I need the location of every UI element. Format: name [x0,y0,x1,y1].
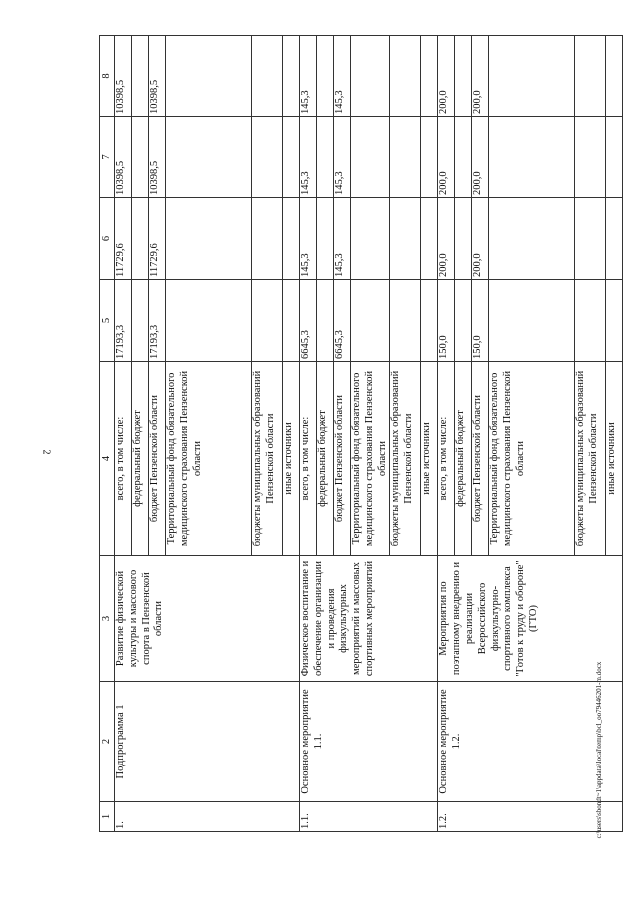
value-cell [351,280,390,362]
page-number: 2 [40,449,52,455]
value-cell [317,36,334,117]
value-cell: 10398,5 [149,117,166,198]
value-cell: 200,0 [472,36,489,117]
funding-source: бюджет Пензенской области [472,362,489,556]
value-cell: 17193,3 [149,280,166,362]
value-cell [166,198,252,280]
value-cell [283,117,300,198]
header-cell: 8 [100,36,115,117]
funding-source: иные источники [421,362,438,556]
funding-source: Территориальный фонд обязательного медицинского страхования Пензенской области [166,362,252,556]
value-cell [166,280,252,362]
value-cell [421,280,438,362]
value-cell [575,36,606,117]
value-cell [455,280,472,362]
value-cell [317,280,334,362]
value-cell: 150,0 [472,280,489,362]
value-cell: 145,3 [300,198,317,280]
value-cell [252,280,283,362]
value-cell [351,198,390,280]
header-cell: 5 [100,280,115,362]
value-cell: 200,0 [472,198,489,280]
value-cell [606,117,623,198]
value-cell: 150,0 [438,280,455,362]
value-cell: 11729,6 [149,198,166,280]
value-cell [317,198,334,280]
value-cell: 145,3 [300,36,317,117]
program-name: Подпрограмма 1 [115,682,300,802]
funding-source: иные источники [283,362,300,556]
value-cell: 6645,3 [334,280,351,362]
table-row [300,36,317,832]
value-cell [390,198,421,280]
funding-source: федеральный бюджет [455,362,472,556]
value-cell [489,36,575,117]
header-cell: 1 [100,802,115,832]
program-name: Основное мероприятие 1.2. [438,682,623,802]
value-cell [390,280,421,362]
value-cell [283,280,300,362]
value-cell: 6645,3 [300,280,317,362]
program-description: Развитие физической культуры и массового спорта в Пензенской области [115,556,300,682]
value-cell [283,198,300,280]
value-cell [455,198,472,280]
value-cell: 200,0 [438,117,455,198]
value-cell [606,280,623,362]
funding-source: бюджет Пензенской области [149,362,166,556]
value-cell: 200,0 [472,117,489,198]
value-cell: 145,3 [334,117,351,198]
value-cell [421,117,438,198]
value-cell [166,117,252,198]
value-cell [455,36,472,117]
row-number: 1.1. [300,802,438,832]
value-cell [317,117,334,198]
value-cell [132,117,149,198]
value-cell [575,198,606,280]
funding-source: бюджеты муниципальных образований Пензенской области [252,362,283,556]
budget-table [99,35,623,832]
funding-source: всего, в том числе: [438,362,455,556]
header-cell: 4 [100,362,115,556]
value-cell: 145,3 [334,198,351,280]
header-cell: 7 [100,117,115,198]
value-cell [166,36,252,117]
value-cell: 11729,6 [115,198,132,280]
value-cell [390,36,421,117]
value-cell [489,198,575,280]
value-cell [575,280,606,362]
file-path-footer: c:\users\sbondt~1\appdata\local\temp\bcl_oo79446201-m.docx [595,661,603,839]
value-cell [421,36,438,117]
value-cell [575,117,606,198]
value-cell: 10398,5 [115,36,132,117]
program-name: Основное мероприятие 1.1. [300,682,438,802]
value-cell [252,117,283,198]
value-cell: 145,3 [334,36,351,117]
value-cell [455,117,472,198]
value-cell: 17193,3 [115,280,132,362]
value-cell [421,198,438,280]
value-cell [132,198,149,280]
row-number: 1.2. [438,802,623,832]
value-cell: 200,0 [438,36,455,117]
funding-source: бюджеты муниципальных образований Пензенской области [575,362,606,556]
value-cell [252,36,283,117]
funding-source: федеральный бюджет [317,362,334,556]
value-cell: 200,0 [438,198,455,280]
value-cell [489,117,575,198]
header-cell: 2 [100,682,115,802]
table-row [438,36,455,832]
program-description: Физическое воспитание и обеспечение организации и проведения физкультурных мероприятий и массовых спортивных мероприятий [300,556,438,682]
value-cell [489,280,575,362]
value-cell [351,36,390,117]
program-description: Мероприятия по поэтапному внедрению и реализации Всероссийского физкультурно-спортивного комплекса "Готов к труду и обороне" (ГТО) [438,556,623,682]
funding-source: всего, в том числе: [115,362,132,556]
rotated-table-wrapper [99,36,618,832]
value-cell [132,280,149,362]
funding-source: Территориальный фонд обязательного медицинского страхования Пензенской области [489,362,575,556]
value-cell [132,36,149,117]
value-cell [606,198,623,280]
value-cell [283,36,300,117]
value-cell [606,36,623,117]
funding-source: федеральный бюджет [132,362,149,556]
value-cell: 10398,5 [115,117,132,198]
value-cell [390,117,421,198]
funding-source: Территориальный фонд обязательного медицинского страхования Пензенской области [351,362,390,556]
funding-source: иные источники [606,362,623,556]
value-cell: 145,3 [300,117,317,198]
value-cell: 10398,5 [149,36,166,117]
value-cell [351,117,390,198]
table-row [115,36,132,832]
funding-source: всего, в том числе: [300,362,317,556]
header-cell: 3 [100,556,115,682]
value-cell [252,198,283,280]
header-cell: 6 [100,198,115,280]
header-row [100,36,115,832]
funding-source: бюджет Пензенской области [334,362,351,556]
funding-source: бюджеты муниципальных образований Пензенской области [390,362,421,556]
row-number: 1. [115,802,300,832]
